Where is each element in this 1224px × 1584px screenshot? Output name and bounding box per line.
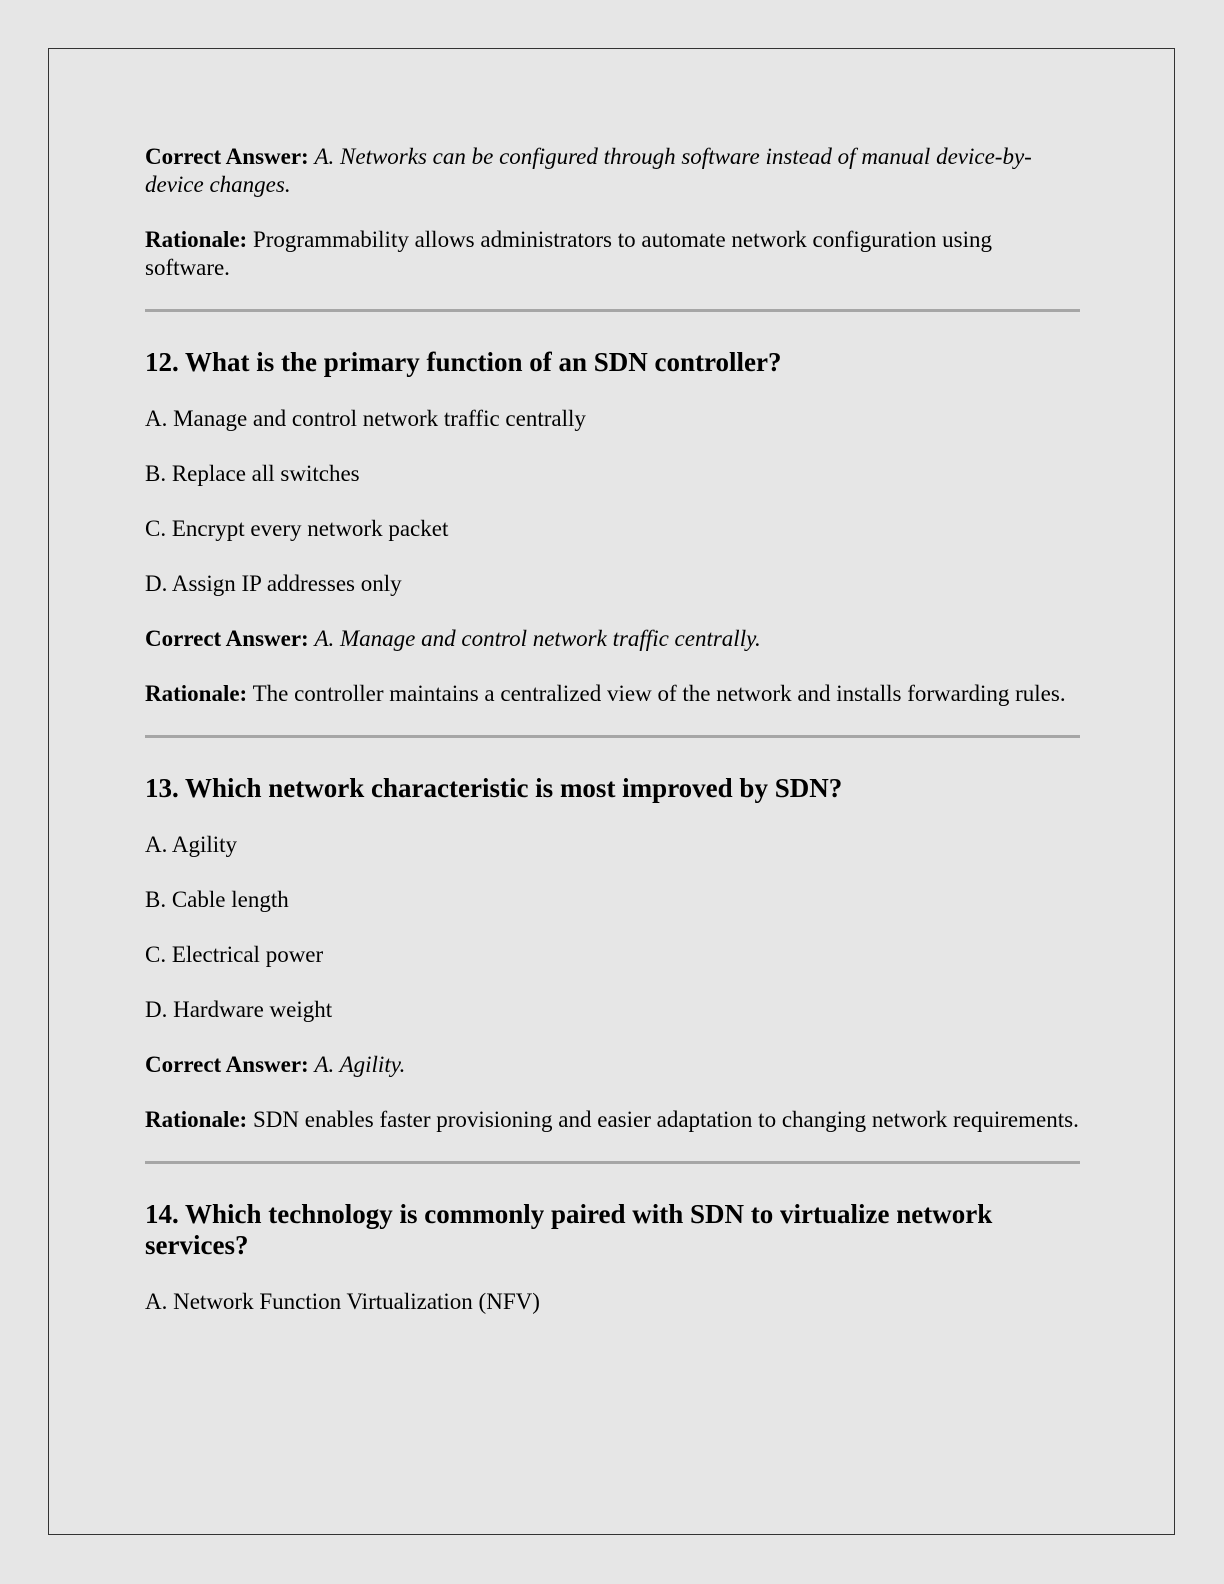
rationale-text: Programmability allows administrators to automate network configuration using software. xyxy=(145,227,993,280)
option-d: D. Hardware weight xyxy=(145,997,333,1022)
correct-answer-13 xyxy=(145,1051,1080,1079)
option-a: A. Manage and control network traffic centrally xyxy=(145,406,586,431)
question-block-14 xyxy=(145,1199,1080,1316)
correct-answer-text: A. Manage and control network traffic centrally. xyxy=(314,626,761,651)
question-block-12 xyxy=(145,347,1080,708)
section-divider xyxy=(145,1161,1080,1164)
rationale-text: SDN enables faster provisioning and easier adaptation to changing network requirements. xyxy=(252,1107,1079,1132)
correct-answer-label: Correct Answer: xyxy=(145,1052,309,1077)
option-a: A. Network Function Virtualization (NFV) xyxy=(145,1289,540,1314)
option-d: D. Assign IP addresses only xyxy=(145,571,402,596)
section-divider xyxy=(145,309,1080,312)
rationale-13 xyxy=(145,1106,1080,1134)
option-c: C. Encrypt every network packet xyxy=(145,516,449,541)
rationale-text: The controller maintains a centralized view of the network and installs forwarding rules. xyxy=(252,681,1066,706)
option-b: B. Replace all switches xyxy=(145,461,360,486)
question-heading: 14. Which technology is commonly paired with SDN to virtualize network services? xyxy=(145,1199,993,1260)
rationale-11 xyxy=(145,226,1080,282)
document-content xyxy=(145,143,1080,1343)
rationale-12 xyxy=(145,680,1080,708)
question-heading: 12. What is the primary function of an SDN controller? xyxy=(145,347,782,377)
question-heading: 13. Which network characteristic is most improved by SDN? xyxy=(145,773,843,803)
rationale-label: Rationale: xyxy=(145,1107,248,1132)
section-divider xyxy=(145,735,1080,738)
rationale-label: Rationale: xyxy=(145,681,248,706)
correct-answer-11 xyxy=(145,143,1080,199)
correct-answer-text: A. Networks can be configured through software instead of manual device-by-device changes. xyxy=(145,144,1032,197)
correct-answer-text: A. Agility. xyxy=(314,1052,406,1077)
rationale-label: Rationale: xyxy=(145,227,248,252)
correct-answer-label: Correct Answer: xyxy=(145,626,309,651)
option-c: C. Electrical power xyxy=(145,942,324,967)
correct-answer-label: Correct Answer: xyxy=(145,144,309,169)
option-b: B. Cable length xyxy=(145,887,289,912)
option-a: A. Agility xyxy=(145,832,238,857)
correct-answer-12 xyxy=(145,625,1080,653)
question-block-13 xyxy=(145,773,1080,1134)
